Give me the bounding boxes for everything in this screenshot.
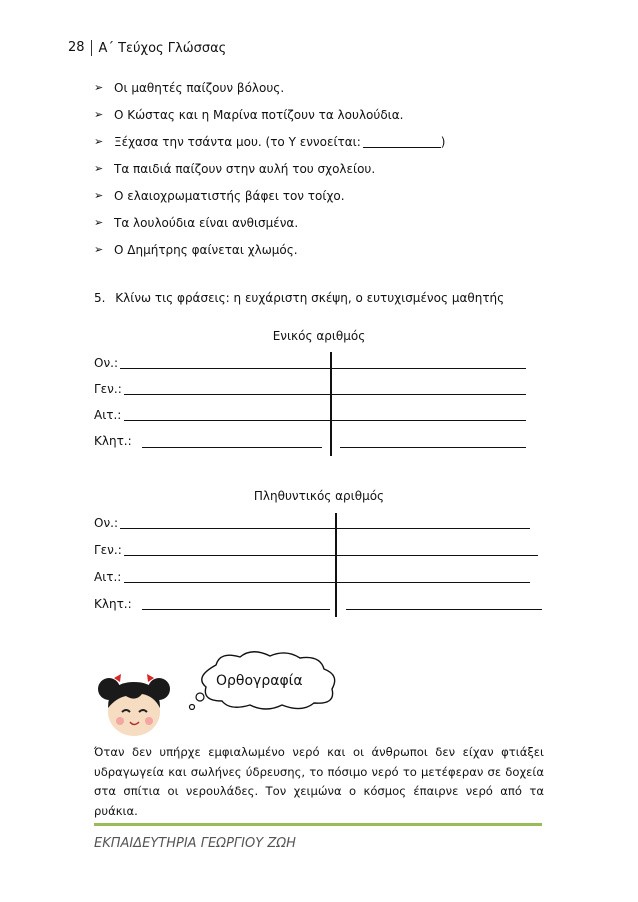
list-item: ➢ Οι μαθητές παίζουν βόλους. [94,80,285,95]
case-label: Ον.: [94,356,119,370]
case-label: Κλητ.: [94,597,132,611]
answer-line[interactable] [340,447,526,448]
case-label: Αιτ.: [94,408,122,422]
list-item: ➢ Τα λουλούδια είναι ανθισμένα. [94,215,299,230]
girl-illustration [96,672,176,746]
list-item: ➢ Ο ελαιοχρωματιστής βάφει τον τοίχο. [94,188,345,203]
task-number: 5. [94,291,106,305]
orthography-cloud [186,649,346,719]
arrow-bullet-icon: ➢ [94,216,104,229]
page-header-title: Α΄ Τεύχος Γλώσσας [98,40,227,56]
column-divider [335,513,337,617]
case-label: Κλητ.: [94,434,132,448]
arrow-bullet-icon: ➢ [94,135,104,148]
case-label: Γεν.: [94,543,122,557]
list-item: ➢ Ξέχασα την τσάντα μου. (το Υ εννοείται: ) [94,134,446,149]
footer-text: ΕΚΠΑΙΔΕΥΤΗΡΙΑ ΓΕΩΡΓΙΟΥ ΖΩΗ [94,836,296,851]
answer-line[interactable] [124,420,526,421]
orthography-label: Ορθογραφία [216,673,303,689]
answer-line[interactable] [346,609,542,610]
case-label: Γεν.: [94,382,122,396]
page-number: 28 [68,40,92,56]
arrow-bullet-icon: ➢ [94,243,104,256]
task-text: Κλίνω τις φράσεις: η ευχάριστη σκέψη, ο ευτυχισμένος μαθητής [115,291,505,305]
answer-line[interactable] [124,555,538,556]
footer-rule [94,823,542,826]
sentence-list [94,74,574,263]
arrow-bullet-icon: ➢ [94,189,104,202]
list-item: ➢ Τα παιδιά παίζουν στην αυλή του σχολείου. [94,161,376,176]
answer-blank[interactable] [363,135,441,148]
case-label: Αιτ.: [94,570,122,584]
answer-line[interactable] [142,447,322,448]
plural-title: Πληθυντικός αριθμός [253,489,385,503]
arrow-bullet-icon: ➢ [94,108,104,121]
singular-title: Ενικός αριθμός [272,329,366,343]
list-item: ➢ Ο Δημήτρης φαίνεται χλωμός. [94,242,298,257]
answer-line[interactable] [142,609,330,610]
task-5-instruction [94,291,504,305]
answer-line[interactable] [120,368,526,369]
page-header [68,40,226,56]
arrow-bullet-icon: ➢ [94,81,104,94]
answer-line[interactable] [124,394,526,395]
column-divider [330,352,332,456]
list-item: ➢ Ο Κώστας και η Μαρίνα ποτίζουν τα λουλούδια. [94,107,404,122]
case-label: Ον.: [94,516,119,530]
arrow-bullet-icon: ➢ [94,162,104,175]
answer-line[interactable] [124,582,530,583]
dictation-paragraph: Όταν δεν υπήρχε εμφιαλωμένο νερό και οι άνθρωποι δεν είχαν φτιάξει υδραγωγεία και σωλήνες ύδρευσης, το πόσιμο νερό το μετέφεραν σε δοχεία στα σπίτια οι νερουλάδες. Τον χειμώνα ο κόσμος έπαιρνε νερό από τα ρυάκια. [94,745,544,818]
answer-line[interactable] [120,528,530,529]
